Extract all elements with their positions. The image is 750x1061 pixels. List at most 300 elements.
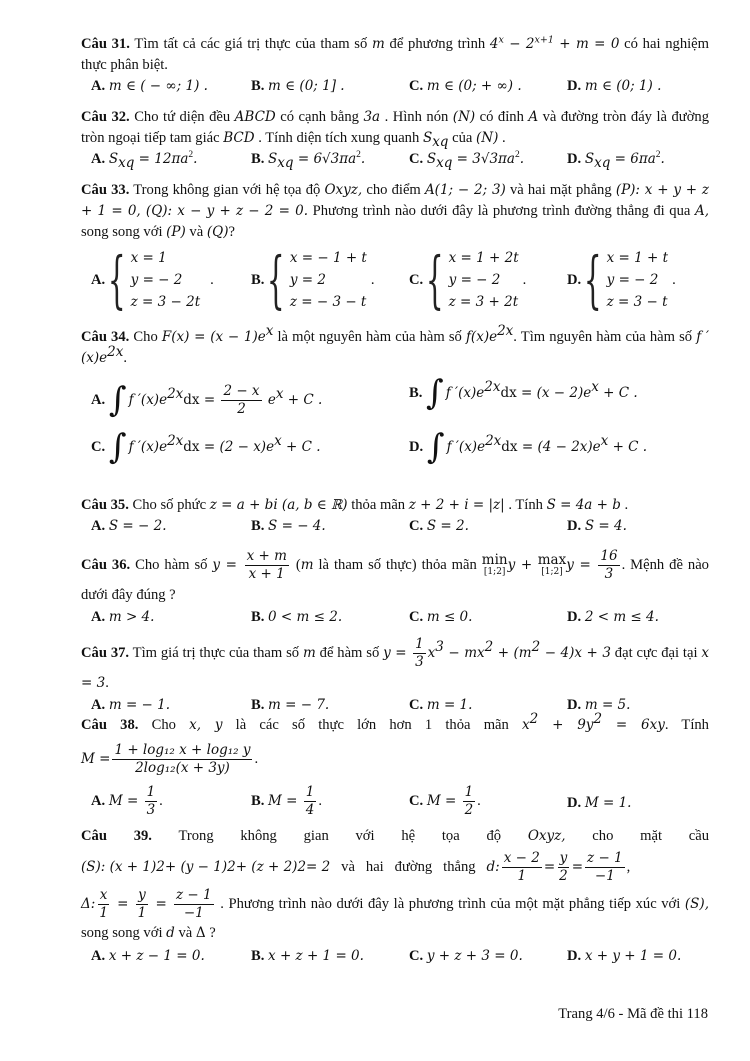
option-label: B. bbox=[251, 697, 265, 713]
math-sub: xq bbox=[594, 154, 611, 171]
option-period: . bbox=[672, 271, 676, 288]
stem-text: Cho hàm số bbox=[130, 556, 213, 573]
math: = bbox=[111, 895, 134, 912]
math: M = bbox=[108, 792, 143, 809]
option-c[interactable] bbox=[409, 607, 472, 628]
math: . bbox=[519, 151, 525, 167]
option-d[interactable] bbox=[567, 76, 661, 97]
system-row: z = 3 + 2t bbox=[448, 294, 519, 310]
math: . bbox=[318, 792, 323, 809]
math: = bbox=[573, 556, 597, 573]
stem-text: là một nguyên hàm của hàm số bbox=[273, 329, 466, 345]
math: y = bbox=[212, 556, 243, 573]
math-sup: 2 bbox=[531, 638, 541, 655]
question-stem bbox=[81, 495, 709, 516]
fraction-numerator: 1 bbox=[415, 636, 424, 652]
math-sup: 3 bbox=[435, 638, 444, 655]
option-label: C. bbox=[409, 609, 424, 625]
math: 3a bbox=[363, 109, 381, 125]
math: A(1; − 2; 3) bbox=[424, 182, 506, 198]
question-38 bbox=[81, 711, 709, 822]
math: f ′(x)e bbox=[128, 439, 168, 455]
option-label: D. bbox=[567, 151, 582, 167]
fraction-denominator: −1 bbox=[594, 867, 615, 884]
math: f(x)e bbox=[465, 329, 498, 345]
option-text: S = − 4. bbox=[268, 518, 326, 534]
stem-text: Tìm tất cả các giá trị thực của tham số bbox=[129, 36, 372, 52]
option-c[interactable] bbox=[91, 427, 321, 468]
math: = 6√3πa bbox=[293, 151, 357, 167]
math: + C . bbox=[608, 439, 648, 455]
integral-icon: ∫ bbox=[426, 427, 445, 468]
options bbox=[81, 695, 709, 716]
option-label: B. bbox=[251, 518, 265, 534]
math: Δ bbox=[195, 925, 206, 941]
fraction-denominator: 4 bbox=[305, 802, 315, 818]
question-33 bbox=[81, 180, 709, 317]
integral-icon: ∫ bbox=[108, 427, 127, 468]
stem-text: của bbox=[448, 130, 477, 146]
option-text: m ∈ (0; 1] . bbox=[268, 78, 345, 94]
stem-text: . bbox=[123, 350, 127, 366]
math: + (y − 1) bbox=[164, 858, 228, 875]
option-a[interactable] bbox=[91, 516, 167, 537]
option-a[interactable] bbox=[91, 380, 323, 420]
math-sub: [1;2] bbox=[541, 566, 563, 577]
system-row: x = 1 + 2t bbox=[448, 250, 519, 266]
option-text: S = − 2. bbox=[108, 518, 167, 534]
option-a[interactable] bbox=[91, 607, 154, 628]
brace-icon: { bbox=[267, 243, 285, 316]
stem-text: ? bbox=[205, 925, 216, 941]
math: (4 − 2x)e bbox=[537, 439, 601, 455]
math: (x − 2)e bbox=[536, 385, 592, 401]
math: S bbox=[584, 151, 595, 167]
stem-text: . Tính bbox=[664, 717, 709, 733]
fraction-denominator: 1 bbox=[517, 867, 527, 884]
option-label: A. bbox=[91, 948, 106, 964]
stem-text: Trong không gian với hệ tọa độ bbox=[129, 182, 325, 198]
system-row: z = 3 − t bbox=[606, 294, 668, 310]
option-b[interactable] bbox=[251, 784, 322, 819]
math-sup: 2x bbox=[497, 323, 514, 340]
option-a[interactable] bbox=[91, 784, 163, 819]
system-row: z = − 3 − t bbox=[289, 294, 367, 310]
math: + C . bbox=[283, 391, 323, 408]
math: x, y bbox=[189, 717, 223, 733]
option-label: A. bbox=[91, 151, 106, 167]
option-d[interactable] bbox=[567, 793, 631, 814]
math-equation bbox=[490, 36, 620, 52]
stem-text: và bbox=[185, 224, 207, 240]
fraction-numerator: z − 1 bbox=[587, 849, 623, 866]
math-sup: x bbox=[275, 385, 284, 402]
stem-text: để hàm số bbox=[315, 644, 384, 661]
math-sup: x bbox=[274, 433, 282, 450]
option-b[interactable] bbox=[251, 243, 375, 316]
option-d[interactable] bbox=[567, 946, 681, 967]
option-label: C. bbox=[409, 271, 424, 288]
math: (P): x + y + z + 1 = 0, (Q): x − y + z − 2 = 0. bbox=[81, 182, 709, 219]
question-stem bbox=[81, 636, 709, 695]
option-text: m = − 7. bbox=[268, 697, 330, 713]
option-b[interactable] bbox=[251, 76, 345, 97]
system-row: x = 1 bbox=[130, 250, 167, 266]
options bbox=[81, 149, 709, 170]
stem-text: . Phương trình nào dưới đây là phương trình của một mặt phẳng tiếp xúc với bbox=[215, 895, 685, 912]
math-sub: xq bbox=[436, 154, 453, 171]
math: . bbox=[477, 792, 481, 809]
option-c[interactable] bbox=[409, 695, 472, 716]
math: S bbox=[426, 151, 437, 167]
stem-text: Cho tứ diện đều bbox=[129, 109, 235, 125]
math-sup: 2x bbox=[167, 385, 184, 402]
stem-text: có hai nghiệm thực phân biệt. bbox=[81, 36, 710, 73]
math-sup: 2x bbox=[485, 433, 502, 450]
option-label: B. bbox=[251, 948, 265, 964]
math: d: bbox=[486, 858, 500, 875]
option-c[interactable] bbox=[409, 946, 523, 967]
fraction-numerator: y bbox=[559, 849, 568, 866]
math-sub: xq bbox=[118, 154, 135, 171]
option-text: M = 1. bbox=[584, 795, 632, 811]
option-text: 0 < m ≤ 2. bbox=[268, 609, 343, 625]
options bbox=[81, 369, 709, 485]
math-sup: 2x bbox=[107, 344, 124, 361]
stem-text: thỏa mãn bbox=[347, 497, 409, 513]
options bbox=[81, 782, 709, 822]
option-b[interactable] bbox=[409, 373, 638, 414]
system-row: y = − 2 bbox=[130, 272, 183, 288]
option-d[interactable] bbox=[409, 427, 648, 468]
option-text: m = 5. bbox=[584, 697, 631, 713]
fraction-numerator: 1 + log₁₂ x + log₁₂ y bbox=[114, 741, 251, 758]
math: (P) bbox=[166, 224, 186, 240]
option-label: C. bbox=[409, 78, 424, 94]
math: f ′(x)e bbox=[446, 439, 486, 455]
math: (Q) bbox=[206, 224, 229, 240]
math: S bbox=[268, 151, 278, 167]
question-stem bbox=[81, 826, 709, 847]
stem-text: Cho bbox=[129, 329, 162, 345]
fraction-denominator: 3 bbox=[604, 566, 614, 582]
math: m bbox=[300, 556, 314, 573]
fraction-denominator: 2 bbox=[559, 867, 568, 884]
fraction-numerator: 1 bbox=[305, 784, 315, 800]
stem-text: ? bbox=[228, 224, 235, 240]
option-c[interactable] bbox=[409, 76, 522, 97]
stem-text: có đỉnh bbox=[475, 109, 529, 125]
math: z + 2 + i = |z| bbox=[408, 497, 505, 513]
stem-text: là các số thực lớn hơn 1 thỏa mãn bbox=[222, 717, 523, 733]
system-row: x = − 1 + t bbox=[289, 250, 367, 266]
question-37 bbox=[81, 636, 709, 716]
math: = bbox=[150, 895, 173, 912]
math: = bbox=[571, 858, 584, 875]
question-number: Câu 33. bbox=[81, 182, 130, 198]
math: = 2 bbox=[306, 858, 331, 875]
option-a[interactable] bbox=[91, 149, 197, 170]
math: ABCD bbox=[234, 109, 276, 125]
math: = 6πa bbox=[610, 151, 656, 167]
math: = bbox=[543, 858, 556, 875]
question-stem bbox=[81, 107, 709, 149]
math: = 3√3πa bbox=[452, 151, 515, 167]
stem-text: và hai mặt phẳng bbox=[505, 182, 616, 198]
math-sup: 2 bbox=[593, 711, 603, 728]
math-sup: 2 bbox=[529, 711, 539, 728]
option-label: B. bbox=[251, 609, 265, 625]
math-sup: 2 bbox=[188, 150, 194, 161]
stem-text: . Mệnh đề nào dưới đây đúng ? bbox=[81, 556, 709, 603]
question-number: Câu 39. bbox=[81, 828, 152, 844]
math-sup: 2x bbox=[484, 379, 501, 396]
math-sup: x bbox=[600, 433, 609, 450]
option-d[interactable] bbox=[567, 516, 627, 537]
fraction-denominator: 2log₁₂(x + 3y) bbox=[135, 759, 230, 776]
option-label: C. bbox=[409, 948, 424, 964]
option-b[interactable] bbox=[251, 149, 365, 170]
option-c[interactable] bbox=[409, 784, 481, 819]
options bbox=[81, 245, 709, 317]
question-stem-cont bbox=[81, 887, 709, 944]
math: f ′(x)e bbox=[81, 329, 710, 366]
question-stem bbox=[81, 323, 710, 369]
option-period: . bbox=[522, 271, 527, 288]
math: M = bbox=[81, 750, 111, 767]
math: (N) bbox=[452, 109, 476, 125]
question-number: Câu 35. bbox=[81, 497, 129, 513]
math: . bbox=[660, 151, 665, 167]
fraction-numerator: 1 bbox=[464, 784, 474, 800]
math: (2 − x)e bbox=[219, 439, 275, 455]
option-a[interactable] bbox=[91, 695, 170, 716]
math: . bbox=[159, 792, 163, 809]
question-number: Câu 36. bbox=[81, 556, 131, 573]
stem-text: là tham số thực) thỏa mãn bbox=[313, 556, 482, 573]
math: Δ: bbox=[81, 895, 96, 912]
integral-icon: ∫ bbox=[108, 380, 127, 420]
option-label: A. bbox=[91, 697, 106, 713]
math: M = bbox=[426, 792, 461, 809]
math: Oxyz, bbox=[324, 182, 363, 198]
fraction-numerator: 1 bbox=[146, 784, 156, 800]
option-text: 2 < m ≤ 4. bbox=[584, 609, 659, 625]
math: x bbox=[522, 717, 530, 733]
system-row: y = − 2 bbox=[606, 272, 659, 288]
math: (N) bbox=[476, 130, 499, 146]
stem-text: cho điểm bbox=[362, 182, 425, 198]
question-36 bbox=[81, 548, 709, 628]
option-d[interactable] bbox=[567, 607, 659, 628]
option-label: A. bbox=[91, 792, 106, 809]
math-sup: 2 bbox=[655, 150, 661, 161]
option-text: y + z + 3 = 0. bbox=[426, 948, 523, 964]
math: S bbox=[422, 130, 433, 146]
option-text: S = 2. bbox=[426, 518, 469, 534]
stem-text: và hai đường thẳng bbox=[330, 858, 487, 875]
math: 4 bbox=[489, 36, 499, 52]
question-32 bbox=[81, 107, 709, 170]
option-a[interactable] bbox=[91, 946, 205, 967]
stem-text: . bbox=[254, 750, 259, 767]
option-label: A. bbox=[91, 518, 106, 534]
question-number: Câu 32. bbox=[81, 109, 130, 125]
math: m bbox=[372, 36, 385, 52]
option-b[interactable] bbox=[251, 946, 364, 967]
fraction-denominator: 1 bbox=[137, 905, 147, 921]
math: , bbox=[626, 858, 631, 875]
stem-text: . bbox=[620, 497, 629, 513]
option-label: C. bbox=[409, 792, 424, 809]
option-a[interactable] bbox=[91, 243, 214, 316]
formula-line bbox=[81, 736, 709, 782]
option-text: S = 4. bbox=[584, 518, 627, 534]
stem-text: . bbox=[498, 130, 506, 146]
option-text: m ∈ (0; 1) . bbox=[584, 78, 662, 94]
fraction-numerator: 2 − x bbox=[223, 383, 260, 399]
math-sup: 2 bbox=[356, 150, 361, 161]
option-b[interactable] bbox=[251, 607, 342, 628]
option-label: D. bbox=[567, 697, 582, 713]
math: d bbox=[166, 925, 175, 941]
math: − mx bbox=[443, 644, 485, 661]
stem-text: song song với bbox=[81, 925, 167, 941]
brace-icon: { bbox=[108, 243, 126, 316]
option-b[interactable] bbox=[251, 695, 329, 716]
math: = 12πa bbox=[134, 151, 189, 167]
option-label: A. bbox=[91, 271, 106, 288]
option-c[interactable] bbox=[409, 243, 527, 316]
stem-text: để phương trình bbox=[384, 36, 490, 52]
math: S = 4a + b bbox=[546, 497, 621, 513]
option-text: m ∈ (0; + ∞) . bbox=[426, 78, 522, 94]
system-row: z = 3 − 2t bbox=[130, 294, 201, 310]
stem-text: Cho bbox=[138, 717, 190, 733]
question-stem bbox=[81, 548, 709, 607]
option-text: m ∈ ( − ∞; 1) . bbox=[108, 78, 208, 94]
math: (S): (x + 1) bbox=[81, 858, 157, 875]
math: dx = bbox=[501, 439, 538, 455]
math: − 4)x + 3 bbox=[540, 644, 611, 661]
math: dx = bbox=[183, 439, 220, 455]
option-label: C. bbox=[91, 439, 106, 455]
system-row: x = 1 + t bbox=[606, 250, 669, 266]
math-sub: xq bbox=[432, 133, 449, 150]
math-sup: 2 bbox=[484, 638, 494, 655]
options bbox=[81, 607, 709, 628]
math: x = 3 bbox=[81, 644, 709, 691]
option-text: m = − 1. bbox=[108, 697, 171, 713]
option-label: D. bbox=[567, 609, 582, 625]
option-d[interactable] bbox=[567, 149, 665, 170]
math-sup: 2 bbox=[514, 150, 520, 161]
math-sup: x+1 bbox=[534, 34, 554, 46]
fraction-numerator: x + m bbox=[246, 548, 287, 564]
math: . bbox=[193, 151, 198, 167]
fraction-denominator: −1 bbox=[183, 905, 204, 921]
question-number: Câu 34. bbox=[81, 329, 130, 345]
integral-icon: ∫ bbox=[426, 373, 444, 414]
math: dx = bbox=[183, 391, 220, 408]
stem-text: . Tính diện tích xung quanh bbox=[254, 130, 423, 146]
stem-text: Trong không gian với hệ tọa độ bbox=[151, 828, 528, 844]
fraction-numerator: 16 bbox=[600, 548, 618, 564]
option-label: D. bbox=[567, 795, 582, 811]
fraction-numerator: x bbox=[99, 887, 108, 903]
fraction-numerator: y bbox=[138, 887, 146, 903]
option-label: B. bbox=[251, 78, 265, 94]
option-label: D. bbox=[567, 271, 582, 288]
question-stem bbox=[81, 180, 709, 243]
options bbox=[81, 946, 709, 967]
stem-text: . bbox=[105, 675, 109, 691]
stem-text: có cạnh bằng bbox=[275, 109, 364, 125]
stem-text: song song với bbox=[81, 224, 167, 240]
option-label: D. bbox=[409, 439, 424, 455]
fraction-denominator: 1 bbox=[99, 905, 108, 921]
brace-icon: { bbox=[426, 243, 444, 316]
system-row: y = 2 bbox=[289, 272, 326, 288]
math: M = bbox=[268, 792, 302, 809]
math: BCD bbox=[223, 130, 255, 146]
math: S bbox=[108, 151, 119, 167]
math: . bbox=[360, 151, 366, 167]
option-c[interactable] bbox=[409, 149, 524, 170]
option-b[interactable] bbox=[251, 516, 326, 537]
math: Oxyz, bbox=[527, 828, 566, 844]
stem-text: cho mặt cầu bbox=[565, 828, 710, 844]
stem-text: . Hình nón bbox=[380, 109, 453, 125]
option-text: m ≤ 0. bbox=[426, 609, 473, 625]
option-text: m = 1. bbox=[426, 697, 473, 713]
math: + C . bbox=[281, 439, 321, 455]
stem-text: đạt cực đại tại bbox=[610, 644, 702, 661]
option-text: x + z + 1 = 0. bbox=[268, 948, 364, 964]
question-39 bbox=[81, 826, 709, 967]
option-text: x + y + 1 = 0. bbox=[584, 948, 682, 964]
question-number: Câu 37. bbox=[81, 644, 130, 661]
math-sup: x bbox=[498, 34, 504, 46]
option-label: B. bbox=[409, 385, 423, 401]
math: y bbox=[566, 556, 574, 573]
system-row: y = − 2 bbox=[448, 272, 501, 288]
options bbox=[81, 516, 709, 537]
math: + m = 0 bbox=[553, 36, 620, 52]
stem-text: . Tính bbox=[504, 497, 547, 513]
option-c[interactable] bbox=[409, 516, 469, 537]
option-d[interactable] bbox=[567, 243, 676, 316]
option-period: . bbox=[370, 271, 375, 288]
math: z = a + bi (a, b ∈ ℝ) bbox=[209, 497, 348, 513]
question-stem bbox=[81, 34, 709, 76]
fraction-denominator: x + 1 bbox=[248, 566, 285, 582]
math: + 9y bbox=[538, 717, 594, 733]
option-label: D. bbox=[567, 518, 582, 534]
option-a[interactable] bbox=[91, 76, 208, 97]
page-footer: Trang 4/6 - Mã đề thi 118 bbox=[558, 1006, 708, 1022]
option-label: C. bbox=[409, 697, 424, 713]
option-label: A. bbox=[91, 609, 106, 625]
fraction-denominator: 3 bbox=[415, 654, 424, 670]
math-sub: xq bbox=[277, 154, 294, 171]
math: A bbox=[528, 109, 539, 125]
math-sup: 2x bbox=[167, 433, 184, 450]
option-period: . bbox=[210, 271, 214, 288]
option-text: m > 4. bbox=[108, 609, 155, 625]
math: y bbox=[507, 556, 516, 573]
math: f ′(x)e bbox=[445, 385, 485, 401]
